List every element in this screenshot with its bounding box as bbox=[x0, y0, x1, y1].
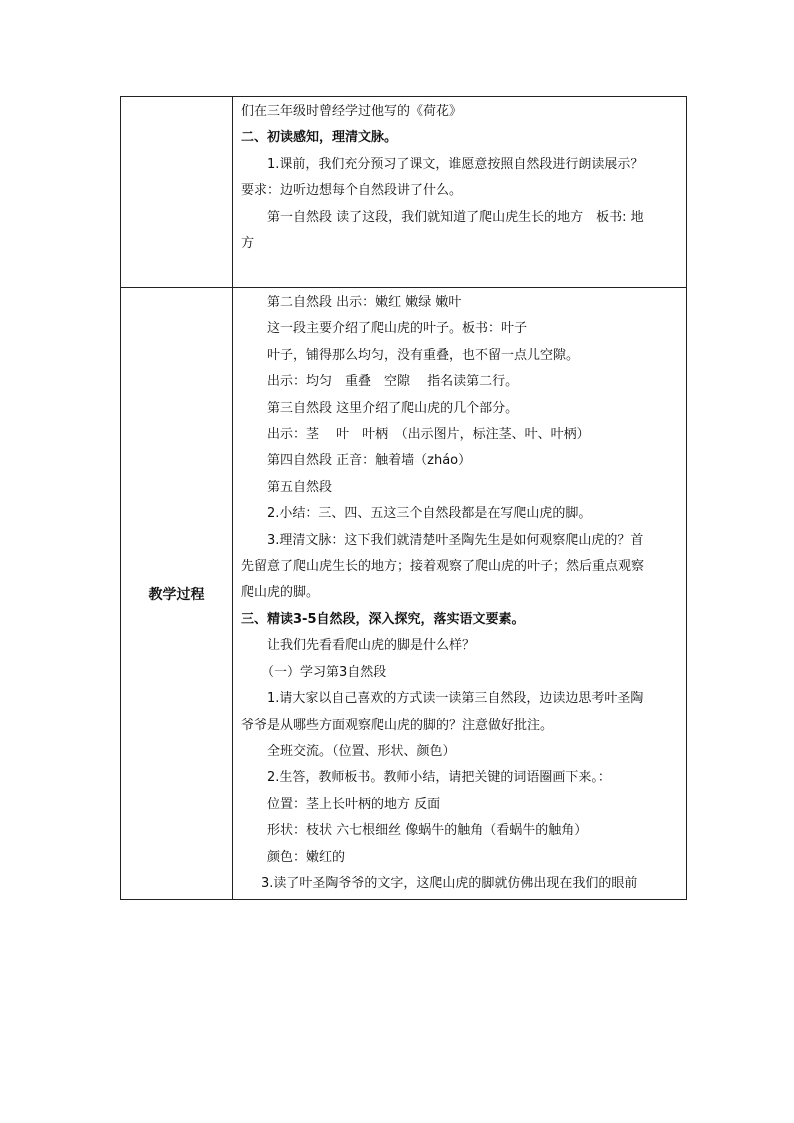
section-heading: 二、初读感知，理清文脉。 bbox=[241, 130, 398, 146]
text-line: 第二自然段 出示：嫩红 嫩绿 嫩叶 bbox=[267, 295, 462, 310]
content-cell bbox=[233, 288, 687, 900]
text-line: 全班交流。（位置、形状、颜色） bbox=[267, 743, 456, 759]
table-row bbox=[121, 288, 687, 900]
text-line: 1.课前，我们充分预习了课文，谁愿意按照自然段进行朗读展示？ bbox=[267, 156, 644, 172]
text-line: 2.生答，教师板书。教师小结，请把关键的词语圈画下来。： bbox=[267, 770, 611, 786]
text-line: 叶子，铺得那么均匀，没有重叠，也不留一点儿空隙。 bbox=[267, 347, 580, 363]
content-cell bbox=[233, 97, 687, 288]
text-line: 位置：茎上长叶柄的地方 反面 bbox=[267, 796, 441, 812]
text-line: 颜色：嫩红的 bbox=[267, 849, 346, 865]
text-line: 这一段主要介绍了爬山虎的叶子。板书：叶子 bbox=[267, 321, 528, 337]
subsection-heading: （一）学习第3自然段 bbox=[261, 664, 387, 680]
table-row bbox=[121, 97, 687, 288]
text-line: 爬山虎的脚。 bbox=[241, 585, 320, 601]
text-line: 1.请大家以自己喜欢的方式读一读第三自然段，边读边思考叶圣陶 bbox=[267, 691, 644, 707]
text-line: 让我们先看看爬山虎的脚是什么样？ bbox=[267, 638, 476, 654]
row-label-teaching-process: 教学过程 bbox=[121, 288, 233, 900]
text-line: 2.小结：三、四、五这三个自然段都是在写爬山虎的脚。 bbox=[267, 506, 592, 522]
text-line: 第五自然段 bbox=[267, 479, 333, 495]
text-line: 出示：均匀 重叠 空隙 指名读第二行。 bbox=[267, 374, 519, 390]
row-label-empty bbox=[121, 97, 233, 288]
text-line: 第一自然段 读了这段，我们就知道了爬山虎生长的地方 板书: 地 bbox=[267, 209, 644, 225]
text-line: 方 bbox=[241, 236, 255, 252]
lesson-plan-table bbox=[120, 96, 687, 900]
text-line: 们在三年级时曾经学过他写的《荷花》 bbox=[241, 104, 463, 119]
text-line: 形状：枝状 六七根细丝 像蜗牛的触角（看蜗牛的触角） bbox=[267, 823, 588, 839]
section-heading: 三、精读3-5自然段，深入探究，落实语文要素。 bbox=[241, 611, 525, 627]
text-line: 先留意了爬山虎生长的地方；接着观察了爬山虎的叶子；然后重点观察 bbox=[241, 559, 645, 575]
text-line: 3.读了叶圣陶爷爷的文字，这爬山虎的脚就仿佛出现在我们的眼前 bbox=[261, 875, 638, 891]
text-line: 第三自然段 这里介绍了爬山虎的几个部分。 bbox=[267, 400, 519, 416]
text-line: 爷爷是从哪些方面观察爬山虎的脚的？注意做好批注。 bbox=[241, 717, 554, 733]
text-line: 要求：边听边想每个自然段讲了什么。 bbox=[241, 183, 463, 199]
text-line: 3.理清文脉：这下我们就清楚叶圣陶先生是如何观察爬山虎的？首 bbox=[267, 532, 644, 548]
text-line: 第四自然段 正音：触着墙（zháo） bbox=[267, 453, 472, 469]
text-line: 出示：茎 叶 叶柄 （出示图片，标注茎、叶、叶柄） bbox=[267, 427, 590, 443]
